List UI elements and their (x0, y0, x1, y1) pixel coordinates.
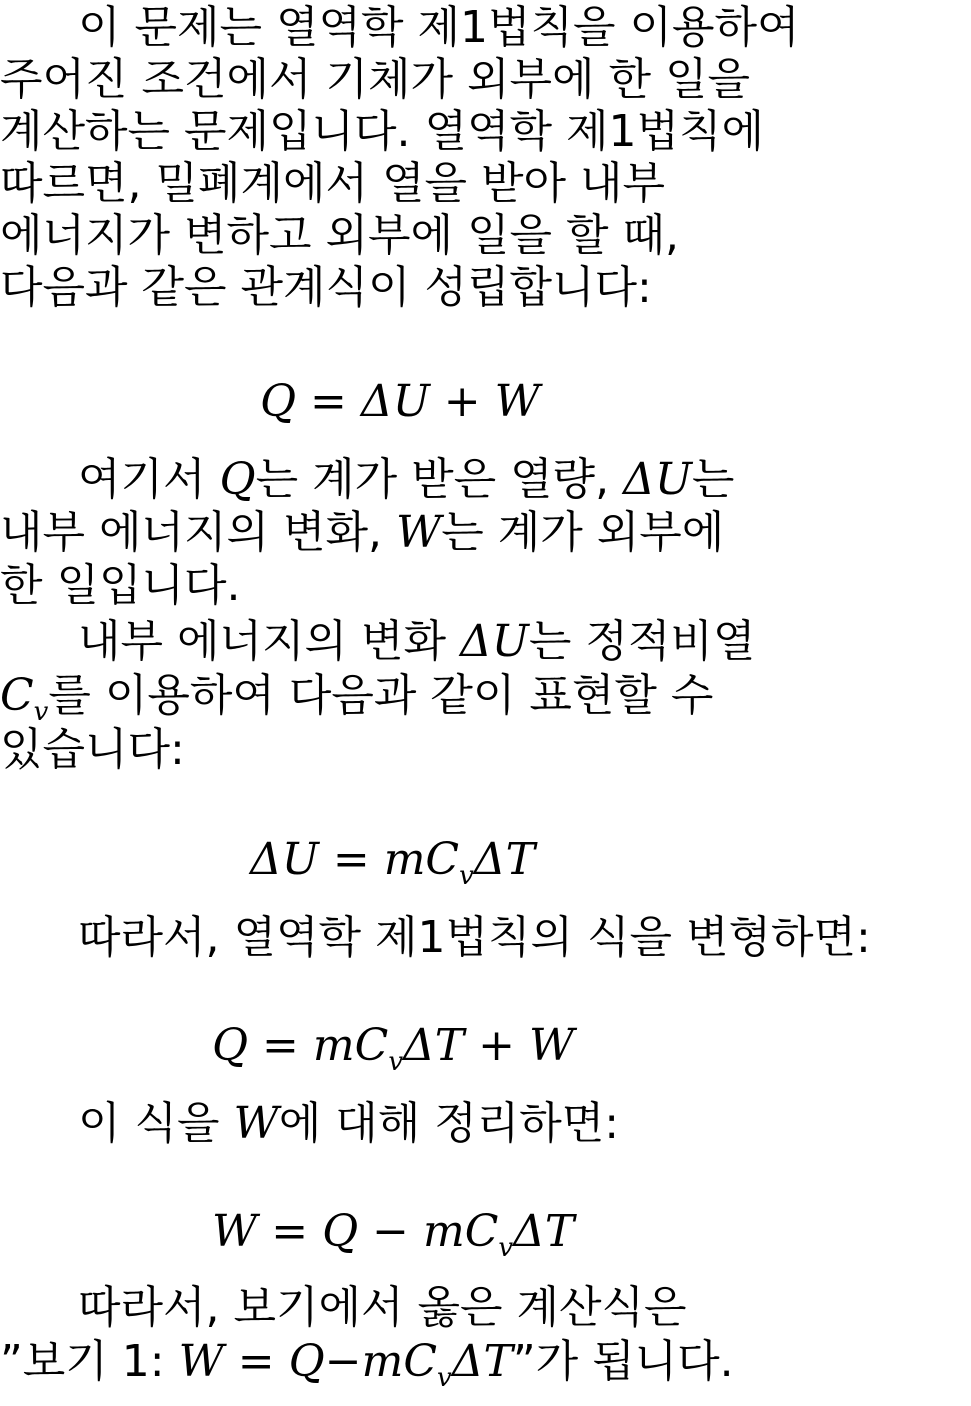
symbol-c: C (0, 670, 34, 721)
subscript-v: v (388, 1047, 404, 1077)
paragraph-6-line-1: 따라서, 보기에서 옳은 계산식은 (78, 1282, 687, 1333)
eq-part: ΔT (473, 834, 535, 885)
equation-first-law: Q = ΔU + W (260, 376, 540, 427)
eq-part: W = Q − mC (212, 1206, 499, 1257)
text: 는 (691, 454, 735, 505)
paragraph-4: 따라서, 열역학 제1법칙의 식을 변형하면: (78, 912, 871, 963)
text: 이 식을 (78, 1098, 234, 1149)
paragraph-2-line-1 (78, 452, 734, 508)
paragraph-1-line-5: 에너지가 변하고 외부에 일을 할 때, (0, 210, 679, 261)
text: 여기서 (78, 454, 220, 505)
text: 내부 에너지의 변화 (78, 616, 460, 667)
paragraph-6-line-2 (0, 1334, 734, 1393)
paragraph-1-line-3: 계산하는 문제입니다. 열역학 제1법칙에 (0, 106, 765, 157)
equation-work (212, 1204, 575, 1263)
eq-part: ΔT (513, 1206, 575, 1257)
equation-internal-energy (250, 832, 535, 891)
paragraph-1-line-2: 주어진 조건에서 기체가 외부에 한 일을 (0, 54, 750, 105)
paragraph-3-line-2 (0, 668, 714, 727)
subscript-v: v (498, 1233, 514, 1263)
text: 는 정적비열 (528, 616, 756, 667)
text: ”보기 1: (0, 1336, 179, 1387)
eq-part: Q = mC (212, 1020, 389, 1071)
paragraph-2-line-3: 한 일입니다. (0, 560, 241, 611)
subscript-v: v (459, 861, 474, 891)
text: 는 계가 외부에 (441, 507, 725, 558)
text: 내부 에너지의 변화, (0, 507, 396, 558)
text: 를 이용하여 다음과 같이 표현할 수 (48, 670, 714, 721)
paragraph-3-line-1 (78, 614, 755, 670)
answer-equation: W = Q−mC (178, 1336, 437, 1387)
paragraph-5 (78, 1096, 619, 1152)
eq-part: ΔU = mC (250, 834, 460, 885)
subscript-v: v (33, 697, 49, 727)
paragraph-1-line-1: 이 문제는 열역학 제1법칙을 이용하여 (78, 2, 800, 53)
equation-substituted (212, 1018, 575, 1077)
symbol-delta-u: ΔU (623, 454, 692, 505)
paragraph-1-line-4: 따르면, 밀폐계에서 열을 받아 내부 (0, 158, 665, 209)
symbol-w: W (233, 1098, 279, 1149)
symbol-delta-u: ΔU (460, 616, 529, 667)
eq-part: ΔT + W (403, 1020, 575, 1071)
paragraph-3-line-3: 있습니다: (0, 724, 185, 775)
subscript-v: v (437, 1363, 452, 1393)
answer-equation-end: ΔT (451, 1336, 513, 1387)
paragraph-2-line-2 (0, 505, 724, 561)
symbol-w: W (395, 507, 442, 558)
paragraph-1-line-6: 다음과 같은 관계식이 성립합니다: (0, 262, 652, 313)
symbol-q: Q (219, 454, 256, 505)
text: ”가 됩니다. (512, 1336, 734, 1387)
text: 는 계가 받은 열량, (255, 454, 624, 505)
text: 에 대해 정리하면: (278, 1098, 620, 1149)
